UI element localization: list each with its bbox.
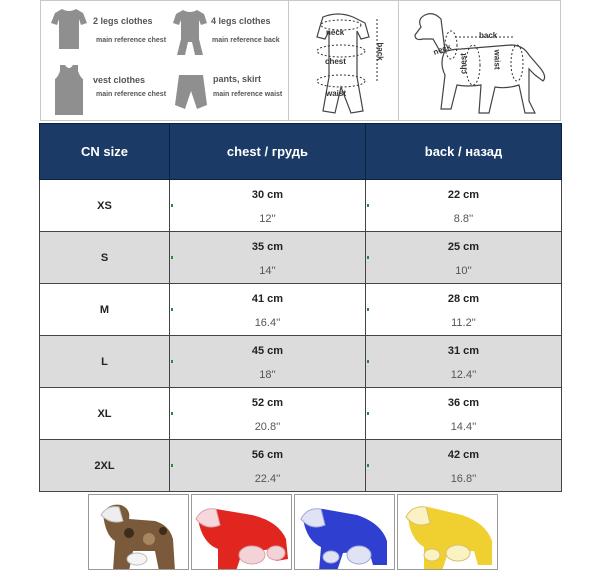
vest-icon: [53, 65, 85, 115]
size-cell: S: [40, 232, 170, 284]
table-row: [40, 284, 562, 336]
photo-yellow-raincoat[interactable]: [397, 494, 498, 570]
chest-in: 22.4'': [254, 473, 281, 485]
chest-cell: [170, 180, 366, 232]
four-legs-suit-icon: [173, 9, 207, 55]
chest-cm: 56 cm: [251, 449, 284, 461]
chest-cell: [170, 388, 366, 440]
back-cm: 22 cm: [447, 189, 480, 201]
back-cm: 28 cm: [447, 293, 480, 305]
dog-waist-label: waist: [492, 49, 502, 70]
size-cell: XL: [40, 388, 170, 440]
reference-panel: [40, 0, 561, 121]
size-cell: M: [40, 284, 170, 336]
dog-neck-label: neck: [432, 42, 453, 57]
pants-skirt-icon: [173, 75, 209, 111]
back-cell: [366, 284, 562, 336]
table-row: [40, 180, 562, 232]
table-row: [40, 232, 562, 284]
size-cell: XS: [40, 180, 170, 232]
back-cell: [366, 180, 562, 232]
table-row: [40, 388, 562, 440]
pants-title: pants, skirt: [213, 74, 262, 84]
product-photo-strip: [88, 494, 500, 570]
garment-waist-label: waist: [326, 89, 347, 98]
chest-cm: 52 cm: [251, 397, 284, 409]
back-in: 10'': [455, 265, 472, 277]
two-legs-sub: main reference chest: [96, 37, 167, 44]
chest-cm: 45 cm: [251, 345, 284, 357]
back-cm: 36 cm: [447, 397, 480, 409]
back-in: 8.8'': [453, 213, 474, 225]
photo-red-raincoat[interactable]: [191, 494, 292, 570]
chest-cell: [170, 336, 366, 388]
size-cell: L: [40, 336, 170, 388]
table-header-row: [40, 124, 562, 180]
photo-blue-raincoat[interactable]: [294, 494, 395, 570]
chest-in: 18'': [259, 369, 276, 381]
vest-sub: main reference chest: [96, 91, 167, 98]
chest-cm: 30 cm: [251, 189, 284, 201]
two-legs-shirt-icon: [51, 7, 87, 51]
table-row: [40, 440, 562, 492]
back-in: 14.4'': [450, 421, 477, 433]
dog-measure-diagram: [411, 5, 551, 117]
back-in: 12.4'': [450, 369, 477, 381]
header-size: CN size: [40, 124, 170, 180]
header-back: back / назад: [366, 124, 562, 180]
four-legs-sub: main reference back: [212, 37, 280, 44]
back-cm: 42 cm: [447, 449, 480, 461]
chest-cm: 41 cm: [251, 293, 284, 305]
two-legs-title: 2 legs clothes: [93, 16, 153, 26]
chest-in: 20.8'': [254, 421, 281, 433]
back-cm: 31 cm: [447, 345, 480, 357]
table-row: [40, 336, 562, 388]
back-cm: 25 cm: [447, 241, 480, 253]
dog-back-label: back: [479, 31, 498, 40]
garment-back-label: back: [375, 42, 385, 61]
dog-chest-label: chest: [458, 53, 468, 74]
chest-cell: [170, 232, 366, 284]
size-table: [39, 123, 562, 492]
photo-camouflage-raincoat[interactable]: [88, 494, 189, 570]
chest-cell: [170, 284, 366, 336]
four-legs-title: 4 legs clothes: [211, 16, 271, 26]
back-in: 16.8'': [450, 473, 477, 485]
back-cell: [366, 388, 562, 440]
back-cell: [366, 232, 562, 284]
back-cell: [366, 336, 562, 388]
back-in: 11.2'': [451, 317, 476, 329]
chest-cell: [170, 440, 366, 492]
chest-cm: 35 cm: [251, 241, 284, 253]
chest-in: 16.4'': [254, 317, 281, 329]
garment-neck-label: neck: [326, 28, 345, 37]
back-cell: [366, 440, 562, 492]
header-chest: chest / грудь: [170, 124, 366, 180]
size-cell: 2XL: [40, 440, 170, 492]
vest-title: vest clothes: [93, 75, 146, 85]
chest-in: 14'': [259, 265, 276, 277]
pants-sub: main reference waist: [213, 91, 283, 98]
garment-chest-label: chest: [325, 57, 346, 66]
chest-in: 12'': [259, 213, 276, 225]
